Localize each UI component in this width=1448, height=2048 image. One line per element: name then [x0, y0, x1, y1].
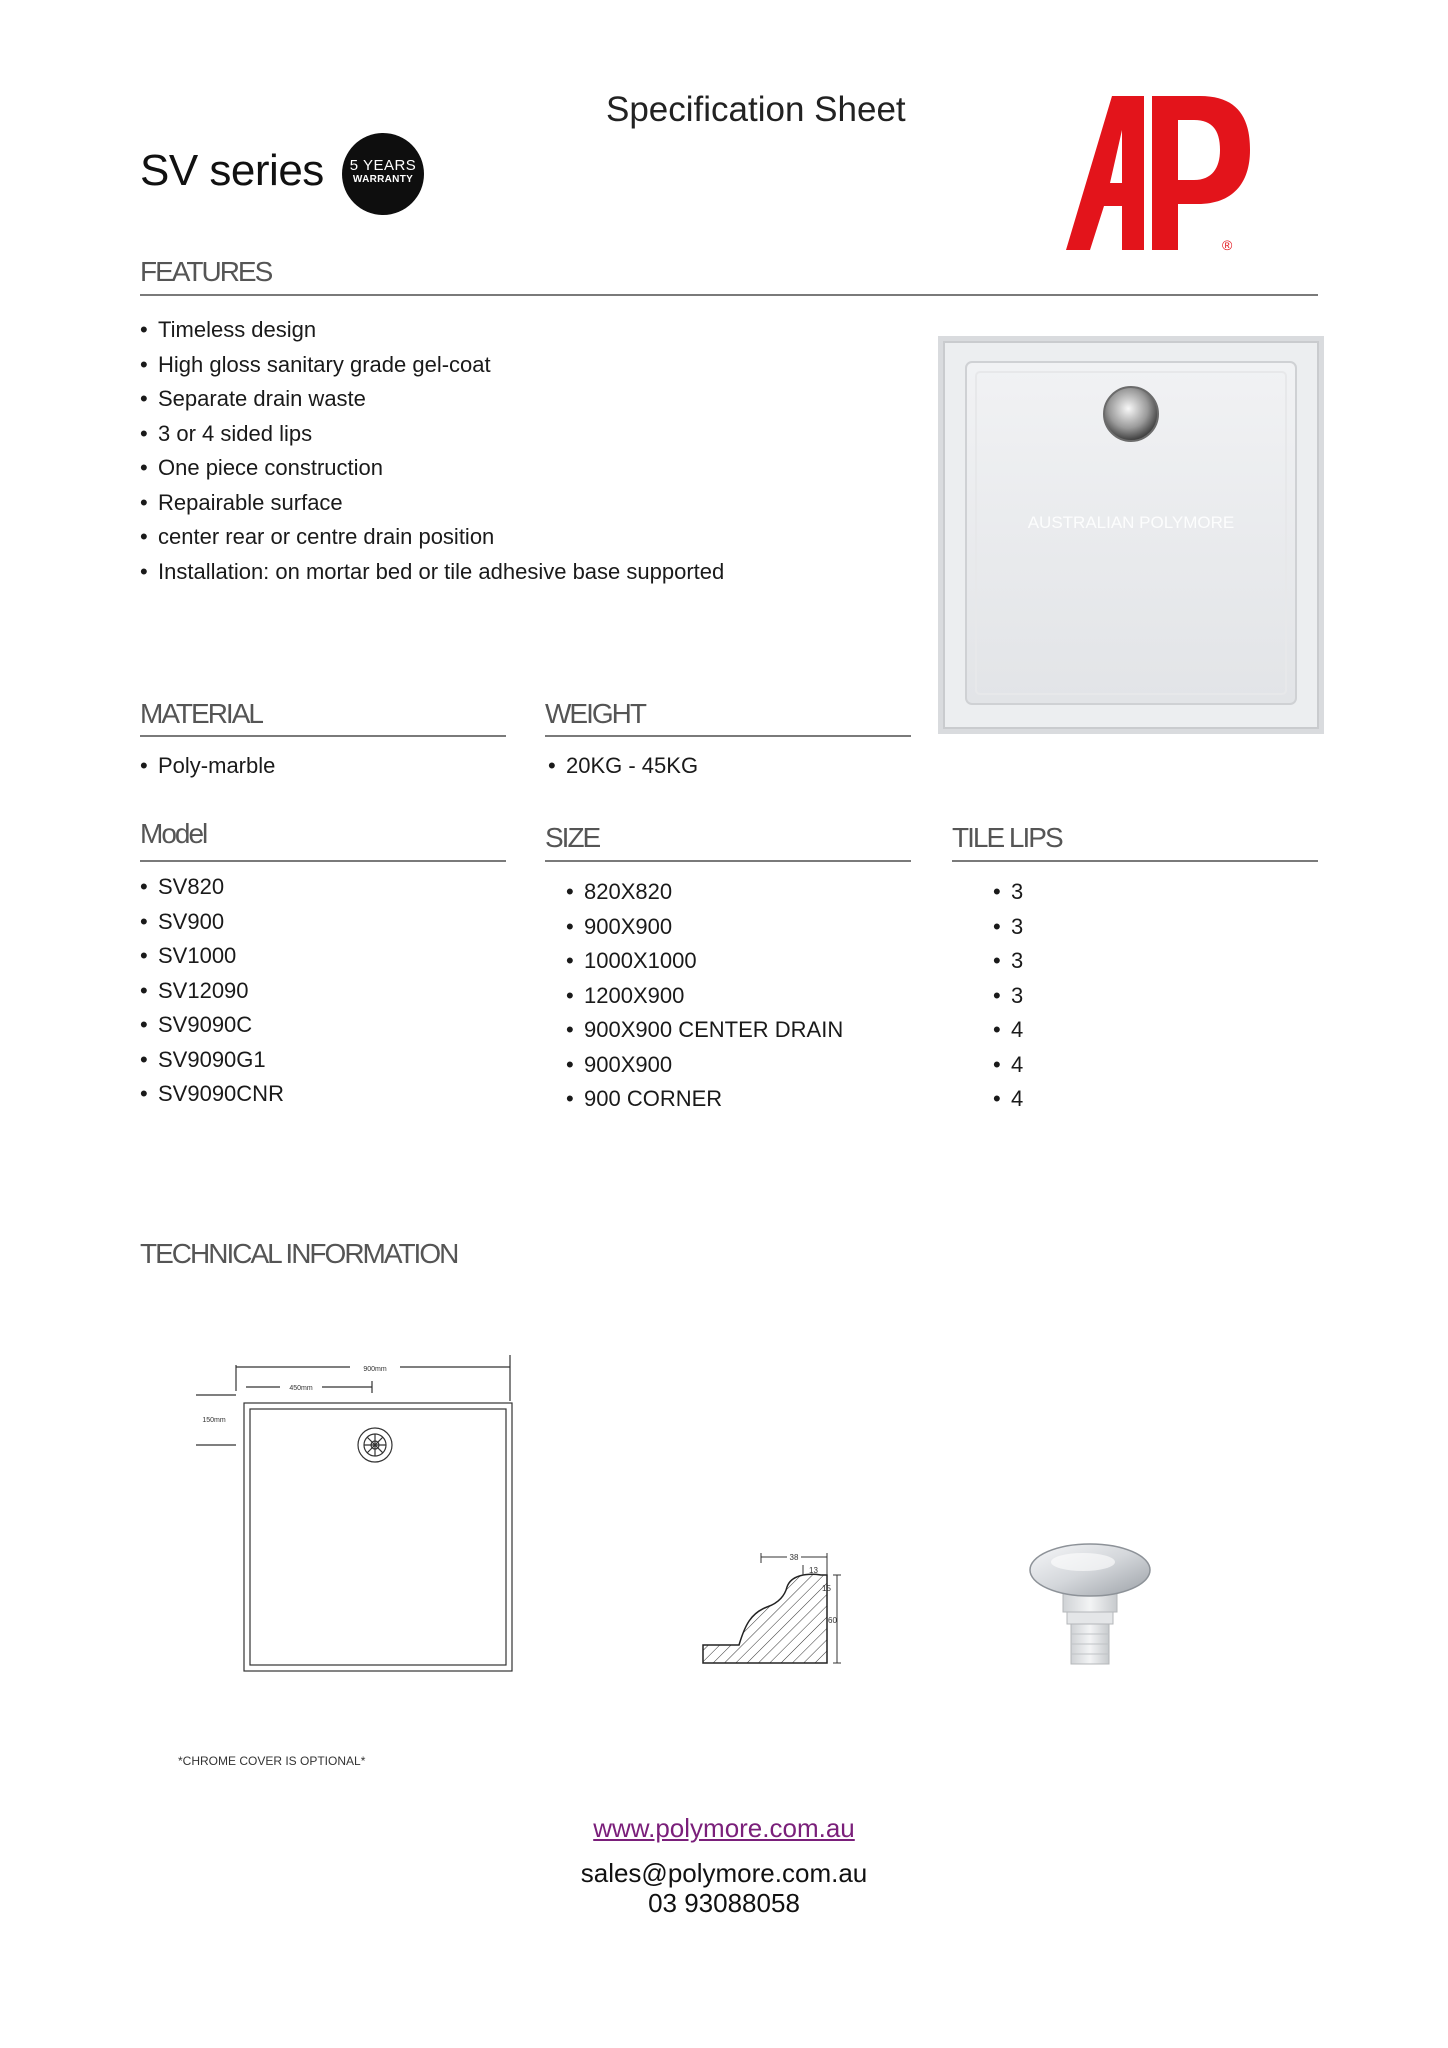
- drain-waste-photo: [1025, 1540, 1155, 1680]
- tile-lips-divider: [952, 860, 1318, 862]
- series-name: SV series: [140, 146, 324, 195]
- lip-dim-60: 60: [828, 1616, 837, 1625]
- svg-text:®: ®: [1222, 237, 1233, 253]
- model-item: • SV1000: [140, 939, 284, 974]
- model-item: • SV820: [140, 870, 284, 905]
- model-divider: [140, 860, 506, 862]
- chrome-cover-note: *CHROME COVER IS OPTIONAL*: [178, 1754, 366, 1768]
- feature-item: • 3 or 4 sided lips: [140, 417, 724, 452]
- footer: [0, 1813, 1448, 1918]
- website-link[interactable]: www.polymore.com.au: [593, 1813, 855, 1843]
- footer-email: sales@polymore.com.au: [580, 1858, 868, 1888]
- weight-divider: [545, 735, 911, 737]
- footer-phone: 03 93088058: [648, 1888, 800, 1918]
- weight-heading: WEIGHT: [545, 698, 645, 729]
- page-title: Specification Sheet: [606, 90, 906, 129]
- size-divider: [545, 860, 911, 862]
- features-divider: [140, 294, 1318, 296]
- dim-half-label: 450mm: [289, 1385, 313, 1392]
- feature-item: • Separate drain waste: [140, 382, 724, 417]
- feature-item: • One piece construction: [140, 451, 724, 486]
- tile-lips-item: • 3: [993, 875, 1023, 910]
- model-list: [140, 870, 284, 1112]
- size-item: • 820X820: [566, 875, 843, 910]
- dim-offset-label: 150mm: [202, 1417, 226, 1424]
- feature-item: • Repairable surface: [140, 486, 724, 521]
- model-heading: Model: [140, 818, 207, 849]
- size-list: [566, 875, 843, 1117]
- material-item: • Poly-marble: [140, 749, 275, 784]
- feature-item: • Timeless design: [140, 313, 724, 348]
- model-item: • SV9090C: [140, 1008, 284, 1043]
- size-heading: SIZE: [545, 822, 600, 853]
- lip-dim-38: 38: [789, 1553, 799, 1562]
- model-item: • SV9090CNR: [140, 1077, 284, 1112]
- feature-item: • Installation: on mortar bed or tile adhesive base supported: [140, 555, 724, 590]
- material-list: [140, 749, 275, 784]
- brand-logo: [1060, 88, 1260, 258]
- warranty-badge: [342, 133, 424, 215]
- shower-base-photo: [938, 336, 1324, 734]
- tile-lips-item: • 3: [993, 910, 1023, 945]
- lip-dim-15: 15: [822, 1584, 831, 1593]
- size-item: • 900X900: [566, 1048, 843, 1083]
- technical-heading: TECHNICAL INFORMATION: [140, 1238, 458, 1269]
- tile-lips-item: • 3: [993, 944, 1023, 979]
- warranty-label: WARRANTY: [352, 174, 414, 185]
- size-item: • 900 CORNER: [566, 1082, 843, 1117]
- tile-lips-heading: TILE LIPS: [952, 822, 1062, 853]
- feature-item: • center rear or centre drain position: [140, 520, 724, 555]
- tile-lips-item: • 4: [993, 1082, 1023, 1117]
- feature-item: • High gloss sanitary grade gel-coat: [140, 348, 724, 383]
- size-item: • 1000X1000: [566, 944, 843, 979]
- size-item: • 1200X900: [566, 979, 843, 1014]
- material-divider: [140, 735, 506, 737]
- lip-profile-drawing: [695, 1545, 845, 1670]
- tile-lips-item: • 3: [993, 979, 1023, 1014]
- tile-lips-item: • 4: [993, 1048, 1023, 1083]
- plan-drawing: [190, 1345, 520, 1675]
- size-item: • 900X900 CENTER DRAIN: [566, 1013, 843, 1048]
- weight-item: • 20KG - 45KG: [548, 749, 698, 784]
- warranty-years: 5 YEARS: [349, 157, 417, 174]
- model-item: • SV12090: [140, 974, 284, 1009]
- material-heading: MATERIAL: [140, 698, 262, 729]
- features-list: [140, 313, 724, 589]
- photo-watermark: AUSTRALIAN POLYMORE: [1027, 513, 1235, 532]
- tile-lips-item: • 4: [993, 1013, 1023, 1048]
- size-item: • 900X900: [566, 910, 843, 945]
- lip-dim-13: 13: [809, 1566, 818, 1575]
- weight-list: [548, 749, 698, 784]
- model-item: • SV9090G1: [140, 1043, 284, 1078]
- model-item: • SV900: [140, 905, 284, 940]
- features-heading: FEATURES: [140, 256, 272, 287]
- tile-lips-list: [993, 875, 1023, 1117]
- dim-total-label: 900mm: [363, 1366, 387, 1373]
